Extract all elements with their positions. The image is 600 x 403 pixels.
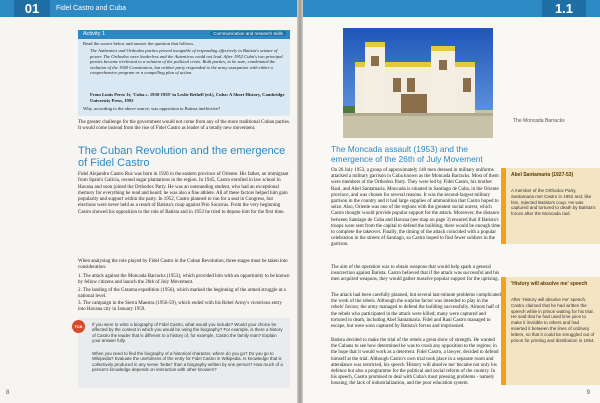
activity-box bbox=[78, 30, 290, 116]
activity-header bbox=[78, 30, 290, 39]
sidebar-accent bbox=[501, 277, 506, 385]
sidebar-abel-santamaria bbox=[501, 168, 600, 244]
list-item: 3. The campaign in the Sierra Maestra (1956-59), which ended with his Rebel Army's victorious entry into Havana city in January 1959. bbox=[78, 301, 282, 313]
tok-box bbox=[74, 318, 290, 388]
section-number: 1.1 bbox=[542, 0, 586, 17]
sidebar-title: 'History will absolve me' speech bbox=[511, 281, 588, 287]
sidebar-history-will-absolve-me bbox=[501, 277, 600, 385]
chapter-title: Fidel Castro and Cuba bbox=[56, 5, 127, 12]
sidebar-text: After 'History will absolve me' speech, Castro claimed that he had written the speech while in prison waiting for his trial. He said that he had used lime juice to make it invisible to others and had inserted it between the lines of ordinary letters, so that it could be smuggled out of prison for printing and distribution in 1954. bbox=[511, 297, 595, 343]
stages-list bbox=[78, 274, 290, 315]
left-page bbox=[0, 0, 297, 403]
activity-question: Why, according to the above source, was opposition to Batista ineffective? bbox=[83, 106, 221, 111]
activity-instruction: Read the source below and answer the question that follows. bbox=[83, 41, 195, 46]
section-header bbox=[303, 0, 600, 17]
body-paragraph: When analysing the role played by Fidel Castro in the Cuban Revolution, three stages must be taken into consideration: bbox=[78, 259, 288, 271]
skill-badge: Communication and research skills bbox=[210, 31, 286, 36]
section-heading: The Moncada assault (1953) and the emergence of the 26th of July Movement bbox=[331, 144, 483, 164]
sidebar-accent bbox=[501, 168, 506, 244]
page-number: 9 bbox=[586, 390, 590, 396]
moncada-barracks-photo bbox=[343, 28, 493, 138]
body-paragraph: Batista decided to make the trial of the rebels a great show of strength. He wanted the Cubans to see how determined he was to crush any opposition to the regime, in the hope that it would work as a deterrent. Fidel Castro, a lawyer, decided to defend himself at the trial. Although Castro's own trial took place in a separate room and attendance was restricted, his speech 'History will absolve me' became not only his defence but also a programme for the political and social reform of the country. In his speech, Castro promised to deal with Cuba's most pressing problems - namely housing, the lack of industrialization, and the poor education system. bbox=[331, 338, 499, 387]
intro-paragraph: The greater challenge for the government would not come from any of the more traditional Cuban parties. It would come instead from the rise of Fidel Castro as leader of a totally new movement. bbox=[78, 120, 291, 132]
chapter-header bbox=[0, 0, 297, 17]
list-item: 1. The attack against the Moncada Barracks (1953), which provided him with an opportunity to be known by fellow citizens and launch the 26th of July Movement. bbox=[78, 274, 290, 286]
body-paragraph: On 26 July 1953, a group of approximately 140 men dressed in military uniforms attacked a military garrison in Cuba known as the Moncada Barracks. Most of them were members of the Orthodox Party. They were led by Fidel Castro, his brother Raul, and Abel Santamaria. Moncada is situated in Santiago de Cuba, in the Oriente province, and was chosen for several reasons. It was the second-largest military garrison in the country and it had large supplies of ammunition that Castro hoped to seize. Also, Oriente was one of the regions with the greatest social unrest, which Castro thought would provide popular support for the attack. Moreover, the distance between Santiago de Cuba and Havana (see map on page 3) ensured that if Batista's troops were sent from the capital to defend the building, there would be enough time to complete the takeover. Finally, the timing of the attack coincided with a popular celebration in the streets of Santiago, so Castro hoped to find fewer soldiers in the garrison. bbox=[331, 168, 501, 248]
page-number: 8 bbox=[6, 390, 10, 396]
right-page bbox=[303, 0, 600, 403]
chapter-number: 01 bbox=[14, 0, 50, 17]
moncada-barracks-image bbox=[343, 28, 493, 138]
sidebar-text: A member of the Orthodox Party, Santamaria met Castro in 1952 and, like him, rejected Batista's coup. He was captured and tortured to death by Batista's forces after the Moncada raid. bbox=[511, 188, 596, 217]
activity-label: Activity 1 bbox=[83, 31, 106, 37]
body-paragraph: The aim of the operation was to obtain weapons that would help spark a general insurrection against Batista. Castro believed that if the attack was successful and his men acquired weapons, they would gather massive popular support for the uprising. bbox=[331, 265, 500, 283]
photo-caption: The Moncada Barracks bbox=[513, 118, 565, 124]
tok-badge: TOK bbox=[72, 320, 85, 333]
activity-source: The Authentics and Orthodox parties proved incapable of responding effectively to Batista's seizure of power. The Orthodox were leaderless and the Autenticos could not lead. After 1952 Cuba's two principal parties became irrelevant to a solution of the political crisis. Both parties, to be sure, condemned the violation of the 1940 Constitution, but neither party responded to the army usurpation with either a comprehensive program or a compelling plan of action. bbox=[90, 48, 283, 76]
tok-paragraph: If you were to write a biography of Fidel Castro, what would you include? Would your choice be affected by the context in which you would be using the biography? For example, is there a history of Castro the leader that is different to a history of, for example, Castro the family man? Explain your answer fully. bbox=[92, 322, 283, 344]
activity-citation: From Louis Perez Jr, 'Cuba c. 1930-1959' in Leslie Bethell (ed.), Cuba: A Short History, Cambridge University Press, 1993 bbox=[90, 92, 285, 103]
list-item: 2. The landing of the Granma expedition (1956), which marked the beginning of the armed struggle at a national level. bbox=[78, 287, 286, 299]
body-paragraph: Fidel Alejandro Castro Ruz was born in 1926 in the eastern province of Oriente. His father, an immigrant from Spain's Galicia, owned sugar plantations in the region. In 1945, Castro enrolled in law school in Havana and soon joined the Orthodox Party. He was an outstanding student, who had an exceptional memory for everything he read and heard; he was also a fine athlete. All of these factors helped him gain popularity and support within the party. In 1952, Castro planned to run for a seat in Congress, but elections were never held as a result of Batista's coup against Prio Socarras. From the very beginning Castro showed his opposition to the rule of Batista and in 1953 he tried to depose him for the first time. bbox=[78, 172, 289, 215]
sidebar-title: Abel Santamaria (1927-53) bbox=[511, 172, 574, 178]
section-heading: The Cuban Revolution and the emergence of Fidel Castro bbox=[78, 145, 286, 169]
body-paragraph: The attack had been carefully planned, but several last-minute problems complicated the work of the rebels. Although the surprise factor was intended to play in the rebels' favour, the army managed to defend the building successfully. Almost half of the rebels who participated in the attack were killed; many were captured and tortured to death, including Abel Santamaria. Fidel and Raul Castro managed to escape, but were soon captured by Batista's forces and imprisoned. bbox=[331, 293, 501, 330]
tok-paragraph: When you need to find the biography of a historical character, where do you go? Do you go to Wikipedia? Evaluate the usefulness of the entry for Fidel Castro in Wikipedia. Is knowledge that is collectively produced in any sense 'better' than a biography written by one person? How much of a person's knowledge depends on interaction with other knowers? bbox=[92, 351, 283, 373]
